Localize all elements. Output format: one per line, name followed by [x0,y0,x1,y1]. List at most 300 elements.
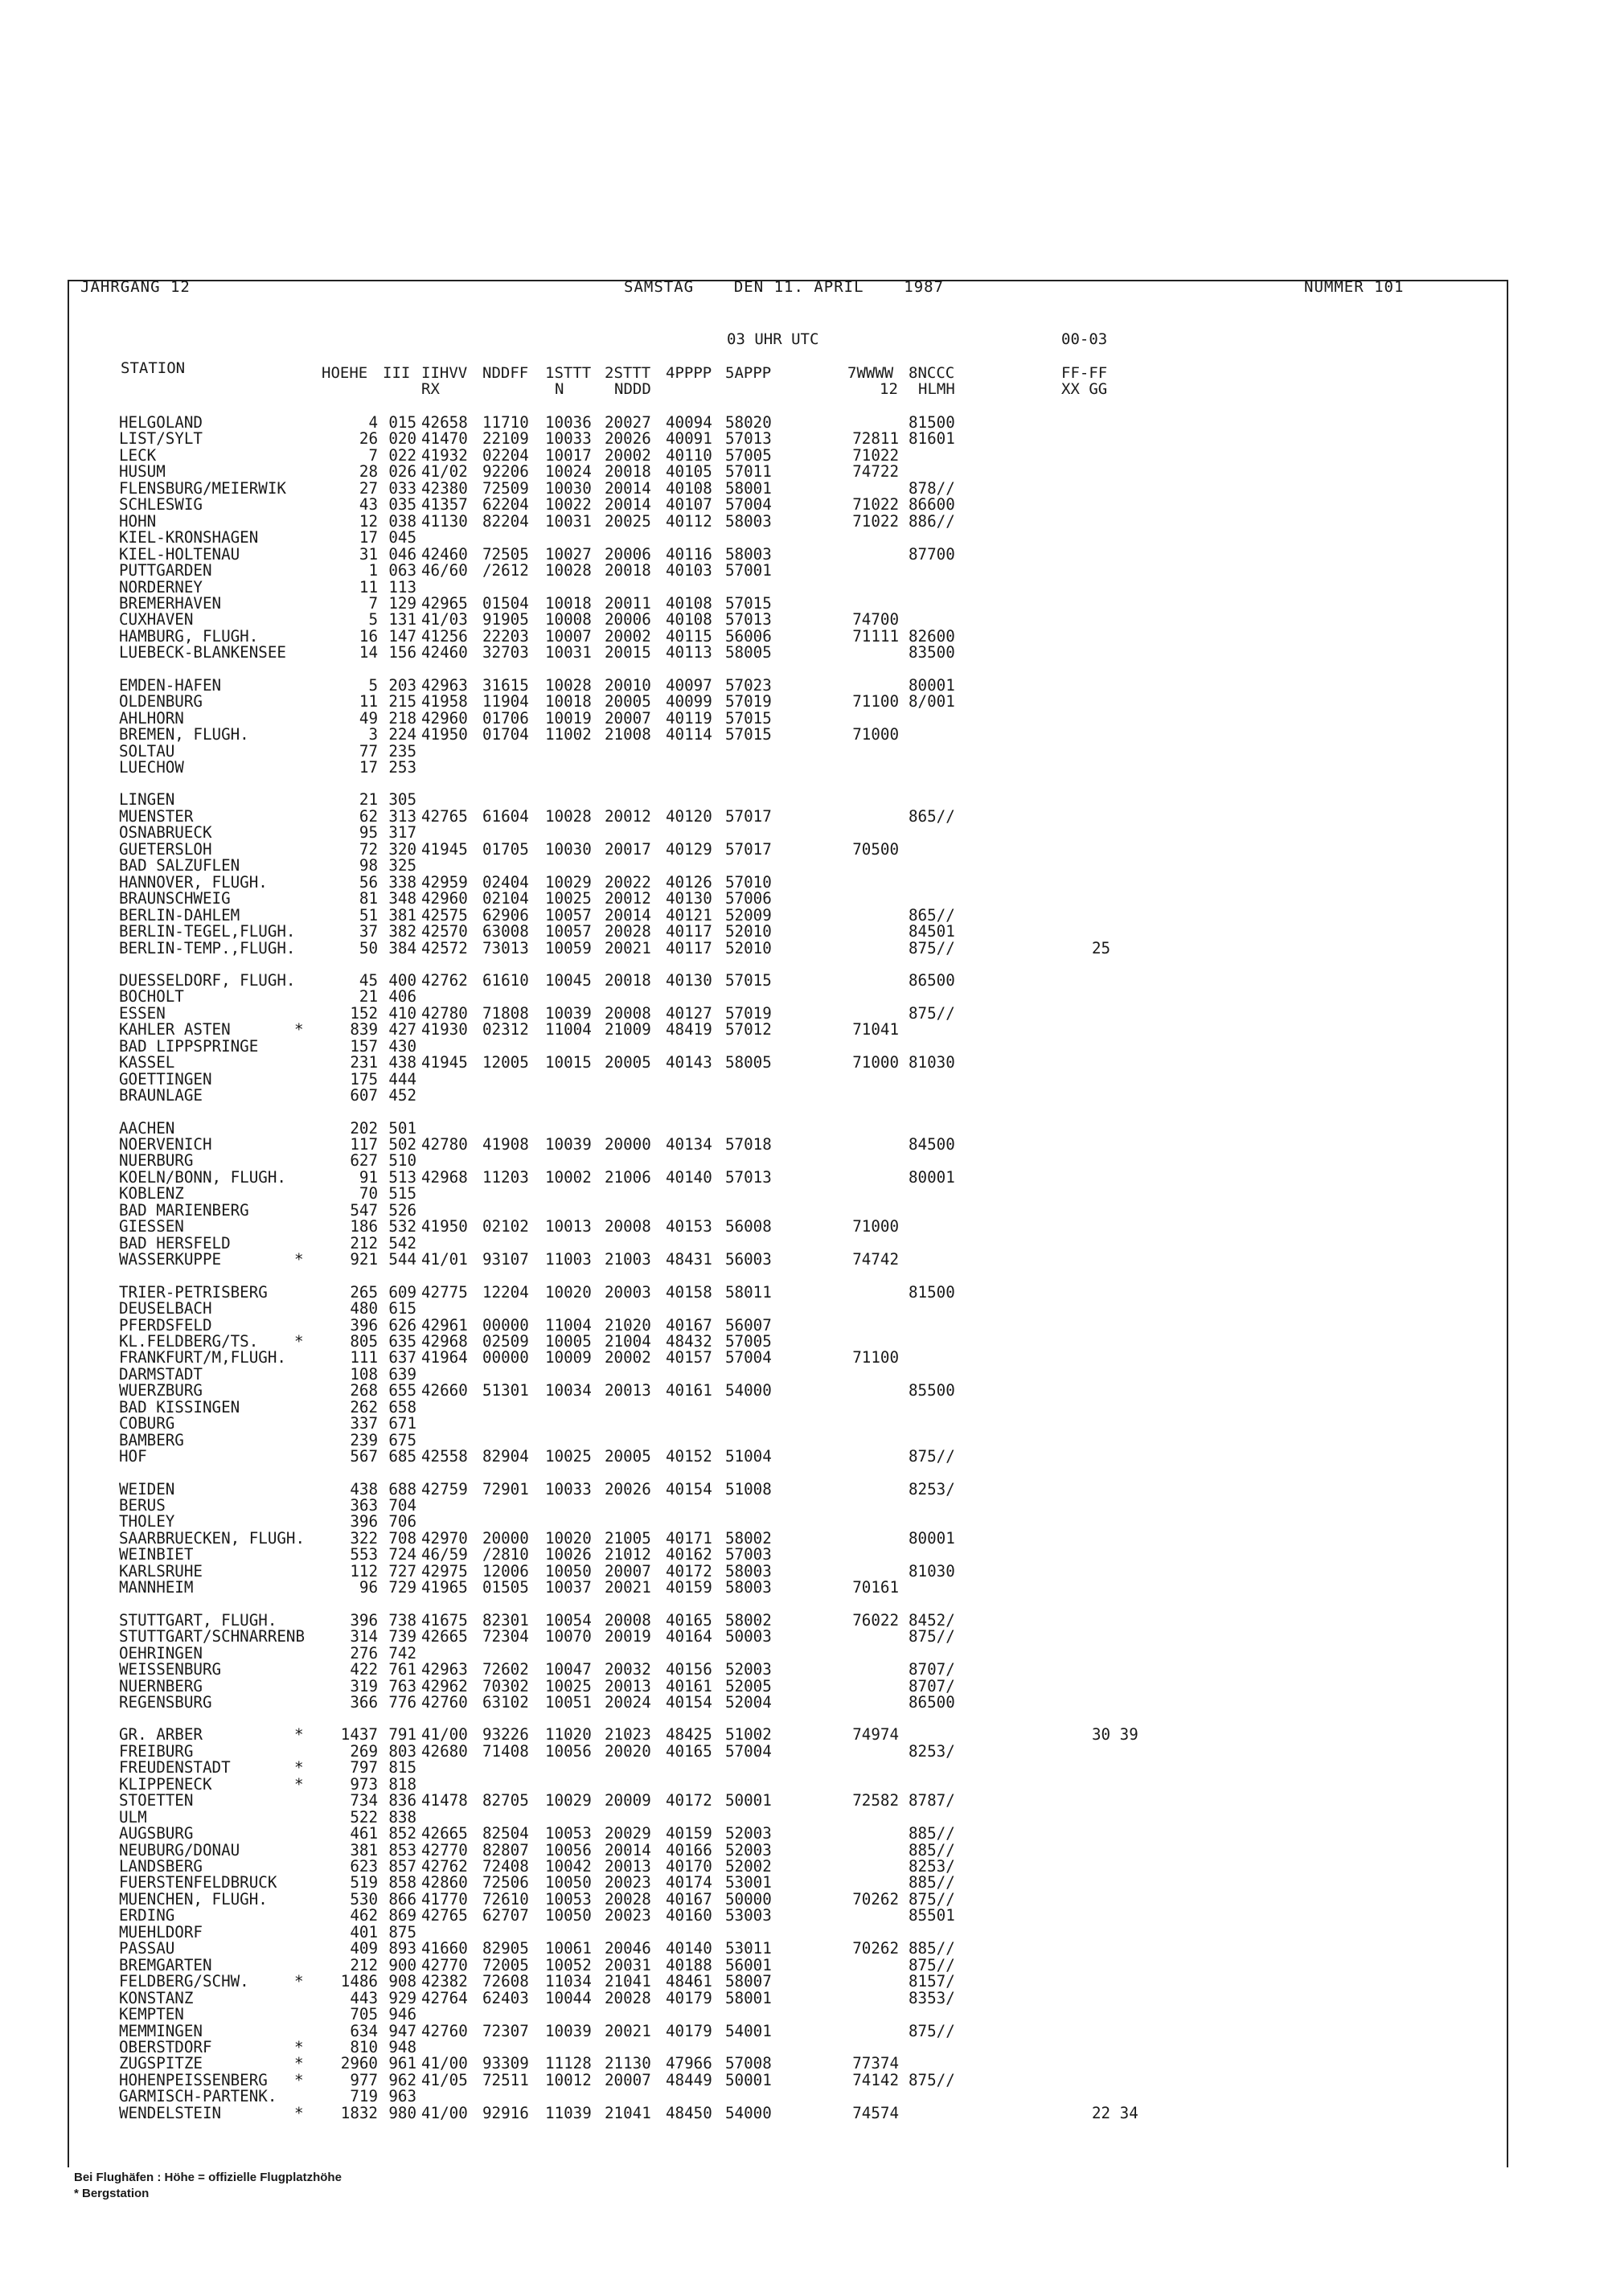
cell-d: 21023 [605,1725,651,1745]
cell-h: 269 [350,1741,378,1761]
cell-b: 11203 [482,1167,529,1187]
cell-i: 708 [388,1528,416,1548]
cell-s: ERDING [119,1906,175,1925]
time-range: 00-03 [1061,330,1108,348]
cell-c: 10050 [545,1561,592,1581]
cell-a: 42762 [421,1857,468,1876]
footnote-airports: Bei Flughäfen : Höhe = offizielle Flugplatzhöhe [74,2171,342,2184]
cell-h: 530 [350,1889,378,1909]
cell-f: 56006 [725,626,772,646]
cell-i: 852 [388,1824,416,1843]
cell-s: KASSEL [119,1053,175,1072]
cell-c: 10050 [545,1906,592,1925]
cell-b: 01504 [482,593,529,613]
cell-a: 41930 [421,1020,468,1039]
cell-c: 10028 [545,806,592,826]
cell-f: 50001 [725,2070,772,2089]
cell-e: 40154 [666,1692,712,1712]
cell-s: KIEL-KRONSHAGEN [119,528,259,547]
cell-s: FRANKFURT/M,FLUGH. [119,1348,286,1367]
cell-b: 93107 [482,1250,529,1269]
cell-k: 8/001 [909,692,955,711]
cell-s: KONSTANZ [119,1988,194,2007]
cell-star: * [294,1725,304,1745]
cell-i: 706 [388,1512,416,1531]
cell-e: 40154 [666,1479,712,1499]
cell-i: 046 [388,544,416,564]
cell-s: BAD MARIENBERG [119,1200,249,1220]
cell-i: 866 [388,1889,416,1909]
cell-c: 11002 [545,725,592,744]
cell-i: 203 [388,675,416,695]
cell-a: 42460 [421,544,468,564]
cell-b: 72408 [482,1857,529,1876]
cell-s: SAARBRUECKEN, FLUGH. [119,1528,306,1548]
cell-a: 42962 [421,1676,468,1695]
cell-l: 22 34 [1092,2103,1138,2122]
cell-c: 10057 [545,905,592,925]
cell-e: 48461 [666,1972,712,1991]
cell-s: GIESSEN [119,1217,184,1236]
cell-a: 42759 [421,1479,468,1499]
cell-c: 10008 [545,610,592,629]
cell-b: 12005 [482,1053,529,1072]
col-iii: III [383,364,411,382]
cell-e: 40156 [666,1660,712,1679]
cell-i: 900 [388,1955,416,1974]
cell-s: BERLIN-TEGEL,FLUGH. [119,922,296,941]
cell-e: 40121 [666,905,712,925]
cell-i: 253 [388,758,416,777]
cell-f: 50001 [725,1791,772,1810]
cell-h: 239 [350,1430,378,1449]
cell-c: 10013 [545,1217,592,1236]
cell-g: 74742 [852,1250,899,1269]
cell-k: 875// [909,938,955,957]
cell-b: 73013 [482,938,529,957]
cell-s: BAD HERSFELD [119,1233,231,1253]
cell-c: 10007 [545,626,592,646]
cell-a: 42775 [421,1282,468,1302]
cell-k: 85500 [909,1381,955,1400]
cell-h: 50 [359,938,378,957]
cell-s: WEISSENBURG [119,1660,222,1679]
cell-i: 026 [388,462,416,482]
cell-h: 1437 [340,1725,378,1745]
cell-h: 3 [368,725,378,744]
cell-s: GOETTINGEN [119,1069,212,1089]
cell-f: 57004 [725,1741,772,1761]
cell-h: 4 [368,413,378,432]
cell-i: 671 [388,1414,416,1433]
col-7wwww: 7WWWW [847,364,894,382]
cell-c: 10052 [545,1955,592,1974]
cell-k: 8253/ [909,1479,955,1499]
cell-i: 963 [388,2087,416,2106]
cell-s: FUERSTENFELDBRUCK [119,1873,277,1892]
cell-f: 50003 [725,1627,772,1646]
cell-e: 40130 [666,970,712,990]
cell-k: 885// [909,1824,955,1843]
cell-s: KOELN/BONN, FLUGH. [119,1167,286,1187]
cell-c: 10025 [545,889,592,908]
cell-b: 72505 [482,544,529,564]
cell-f: 58007 [725,1972,772,1991]
cell-star: * [294,1972,304,1991]
cell-i: 218 [388,708,416,728]
cell-i: 815 [388,1758,416,1777]
cell-h: 276 [350,1643,378,1663]
cell-c: 10039 [545,1003,592,1023]
cell-h: 627 [350,1151,378,1171]
cell-d: 20023 [605,1906,651,1925]
cell-f: 57008 [725,2054,772,2073]
col-8nccc-sub: HLMH [918,380,955,398]
cell-c: 10022 [545,495,592,515]
cell-s: FLENSBURG/MEIERWIK [119,478,286,498]
cell-c: 11128 [545,2054,592,2073]
cell-e: 40115 [666,626,712,646]
cell-h: 70 [359,1184,378,1203]
cell-i: 853 [388,1840,416,1859]
cell-a: 42382 [421,1972,468,1991]
cell-d: 20012 [605,889,651,908]
cell-b: 72304 [482,1627,529,1646]
cell-f: 57019 [725,1003,772,1023]
cell-d: 20007 [605,2070,651,2089]
col-2sttt: 2STTT [605,364,651,382]
cell-e: 40112 [666,511,712,531]
cell-i: 382 [388,922,416,941]
cell-c: 10018 [545,692,592,711]
cell-f: 58002 [725,1610,772,1630]
cell-a: 42658 [421,413,468,432]
cell-i: 410 [388,1003,416,1023]
cell-star: * [294,2070,304,2089]
cell-e: 40174 [666,1873,712,1892]
cell-i: 022 [388,445,416,465]
cell-s: HOF [119,1447,147,1466]
cell-s: BAD SALZUFLEN [119,856,240,875]
cell-e: 40153 [666,1217,712,1236]
cell-i: 869 [388,1906,416,1925]
cell-d: 21130 [605,2054,651,2073]
cell-e: 47966 [666,2054,712,2073]
cell-c: 10030 [545,839,592,859]
cell-e: 40117 [666,922,712,941]
cell-s: KAHLER ASTEN [119,1020,231,1039]
cell-s: AHLHORN [119,708,184,728]
cell-a: 41675 [421,1610,468,1630]
cell-i: 129 [388,593,416,613]
cell-e: 40143 [666,1053,712,1072]
cell-d: 20018 [605,561,651,580]
cell-s: KEMPTEN [119,2005,184,2024]
cell-f: 52003 [725,1840,772,1859]
cell-f: 50000 [725,1889,772,1909]
cell-h: 1486 [340,1972,378,1991]
cell-e: 40159 [666,1824,712,1843]
cell-i: 444 [388,1069,416,1089]
cell-d: 20008 [605,1217,651,1236]
cell-b: 71408 [482,1741,529,1761]
cell-i: 961 [388,2054,416,2073]
cell-a: 42961 [421,1315,468,1335]
cell-b: 02312 [482,1020,529,1039]
cell-h: 409 [350,1939,378,1958]
cell-h: 17 [359,758,378,777]
cell-a: 42380 [421,478,468,498]
cell-i: 803 [388,1741,416,1761]
cell-d: 20020 [605,1741,651,1761]
cell-a: 42572 [421,938,468,957]
col-1sttt-sub: N [555,380,564,398]
cell-a: 41/02 [421,462,468,482]
cell-f: 56001 [725,1955,772,1974]
cell-b: 82905 [482,1939,529,1958]
cell-c: 10012 [545,2070,592,2089]
cell-i: 156 [388,643,416,662]
cell-a: 42765 [421,1906,468,1925]
cell-i: 838 [388,1807,416,1827]
jahrgang-label: JAHRGANG 12 [80,278,191,296]
cell-i: 035 [388,495,416,515]
cell-f: 57023 [725,675,772,695]
cell-f: 57015 [725,725,772,744]
cell-i: 235 [388,741,416,761]
cell-h: 17 [359,528,378,547]
cell-d: 20014 [605,478,651,498]
cell-c: 10050 [545,1873,592,1892]
cell-f: 56008 [725,1217,772,1236]
cell-i: 836 [388,1791,416,1810]
cell-e: 40120 [666,806,712,826]
cell-g: 70262 [852,1939,899,1958]
cell-h: 401 [350,1922,378,1941]
cell-a: 42665 [421,1824,468,1843]
cell-h: 5 [368,675,378,695]
cell-c: 10056 [545,1741,592,1761]
cell-c: 10056 [545,1840,592,1859]
cell-e: 40119 [666,708,712,728]
cell-s: AACHEN [119,1118,175,1138]
cell-i: 739 [388,1627,416,1646]
cell-h: 522 [350,1807,378,1827]
cell-a: 46/59 [421,1545,468,1564]
cell-i: 893 [388,1939,416,1958]
cell-s: COBURG [119,1414,175,1433]
cell-k: 81500 [909,413,955,432]
cell-h: 157 [350,1036,378,1056]
cell-c: 10028 [545,675,592,695]
cell-h: 1 [368,561,378,580]
cell-e: 40165 [666,1610,712,1630]
cell-f: 51008 [725,1479,772,1499]
cell-h: 547 [350,1200,378,1220]
cell-h: 77 [359,741,378,761]
cell-h: 480 [350,1299,378,1318]
cell-s: WENDELSTEIN [119,2103,222,2122]
cell-d: 21041 [605,2103,651,2122]
cell-i: 655 [388,1381,416,1400]
cell-e: 40108 [666,478,712,498]
cell-s: AUGSBURG [119,1824,194,1843]
cell-e: 48419 [666,1020,712,1039]
cell-a: 42975 [421,1561,468,1581]
cell-d: 21008 [605,725,651,744]
cell-a: 41964 [421,1348,468,1367]
cell-a: 41/01 [421,1250,468,1269]
cell-h: 212 [350,1955,378,1974]
cell-a: 42860 [421,1873,468,1892]
cell-f: 53003 [725,1906,772,1925]
cell-s: HELGOLAND [119,413,203,432]
cell-d: 20021 [605,938,651,957]
cell-a: 41/00 [421,2103,468,2122]
cell-h: 51 [359,905,378,925]
cell-h: 202 [350,1118,378,1138]
col-4pppp: 4PPPP [666,364,712,382]
cell-e: 40167 [666,1315,712,1335]
cell-l: 25 [1092,938,1111,957]
cell-k: 81500 [909,1282,955,1302]
cell-star: * [294,1250,304,1269]
cell-a: 42963 [421,675,468,695]
cell-s: TRIER-PETRISBERG [119,1282,268,1302]
cell-d: 20026 [605,1479,651,1499]
cell-b: 12006 [482,1561,529,1581]
cell-f: 58011 [725,1282,772,1302]
cell-e: 40140 [666,1939,712,1958]
cell-s: LANDSBERG [119,1857,203,1876]
cell-f: 58001 [725,478,772,498]
cell-c: 10009 [545,1348,592,1367]
cell-d: 20006 [605,610,651,629]
cell-b: 31615 [482,675,529,695]
cell-k: 875// [909,1003,955,1023]
cell-k: 8253/ [909,1741,955,1761]
cell-i: 147 [388,626,416,646]
cell-e: 40099 [666,692,712,711]
cell-f: 57015 [725,708,772,728]
cell-f: 57001 [725,561,772,580]
cell-d: 20019 [605,1627,651,1646]
cell-h: 519 [350,1873,378,1892]
footnote-mountain-station: * Bergstation [74,2187,150,2200]
cell-b: 62906 [482,905,529,925]
cell-d: 20032 [605,1660,651,1679]
cell-a: 42780 [421,1135,468,1154]
cell-h: 396 [350,1512,378,1531]
cell-i: 381 [388,905,416,925]
cell-s: HANNOVER, FLUGH. [119,872,268,892]
cell-f: 57003 [725,1545,772,1564]
cell-s: STUTTGART/SCHNARRENB [119,1627,306,1646]
cell-d: 21004 [605,1331,651,1351]
cell-i: 338 [388,872,416,892]
cell-s: BAMBERG [119,1430,184,1449]
col-7wwww-sub: 12 [880,380,898,398]
cell-e: 40162 [666,1545,712,1564]
cell-f: 51002 [725,1725,772,1745]
cell-i: 452 [388,1086,416,1105]
cell-e: 48425 [666,1725,712,1745]
cell-e: 40108 [666,610,712,629]
cell-b: 02204 [482,445,529,465]
cell-h: 27 [359,478,378,498]
cell-f: 53011 [725,1939,772,1958]
cell-d: 21006 [605,1167,651,1187]
cell-b: 01706 [482,708,529,728]
col-ffff: FF-FF [1061,364,1108,382]
cell-s: DUESSELDORF, FLUGH. [119,970,296,990]
cell-e: 40161 [666,1676,712,1695]
cell-d: 20023 [605,1873,651,1892]
cell-h: 98 [359,856,378,875]
cell-h: 265 [350,1282,378,1302]
cell-i: 427 [388,1020,416,1039]
cell-s: REGENSBURG [119,1692,212,1712]
cell-g: 71022 [852,511,899,531]
cell-d: 20014 [605,1840,651,1859]
cell-e: 40130 [666,889,712,908]
cell-a: 41478 [421,1791,468,1810]
cell-k: 84501 [909,922,955,941]
cell-a: 41470 [421,429,468,449]
cell-i: 438 [388,1053,416,1072]
cell-k: 87700 [909,544,955,564]
cell-b: 63008 [482,922,529,941]
cell-b: 01704 [482,725,529,744]
cell-b: 62204 [482,495,529,515]
cell-s: FELDBERG/SCHW. [119,1972,249,1991]
cell-s: NUERBURG [119,1151,194,1171]
cell-d: 20018 [605,462,651,482]
col-hoehe: HOEHE [322,364,368,382]
cell-c: 10002 [545,1167,592,1187]
cell-f: 54000 [725,1381,772,1400]
cell-b: 72901 [482,1479,529,1499]
cell-h: 112 [350,1561,378,1581]
cell-b: /2612 [482,561,529,580]
cell-c: 10024 [545,462,592,482]
cell-f: 57018 [725,1135,772,1154]
cell-h: 438 [350,1479,378,1499]
cell-s: FREIBURG [119,1741,194,1761]
cell-b: 70302 [482,1676,529,1695]
cell-f: 57013 [725,1167,772,1187]
cell-f: 52009 [725,905,772,925]
cell-s: OEHRINGEN [119,1643,203,1663]
cell-d: 20024 [605,1692,651,1712]
cell-i: 544 [388,1250,416,1269]
cell-d: 21041 [605,1972,651,1991]
cell-h: 11 [359,692,378,711]
cell-s: LUEBECK-BLANKENSEE [119,643,286,662]
cell-b: 41908 [482,1135,529,1154]
cell-e: 40105 [666,462,712,482]
cell-f: 52004 [725,1692,772,1712]
cell-a: 42965 [421,593,468,613]
cell-b: 82204 [482,511,529,531]
cell-k: 84500 [909,1135,955,1154]
cell-d: 21005 [605,1528,651,1548]
cell-f: 57015 [725,593,772,613]
cell-a: 42770 [421,1955,468,1974]
cell-c: 10031 [545,643,592,662]
cell-d: 20005 [605,692,651,711]
cell-b: 61610 [482,970,529,990]
